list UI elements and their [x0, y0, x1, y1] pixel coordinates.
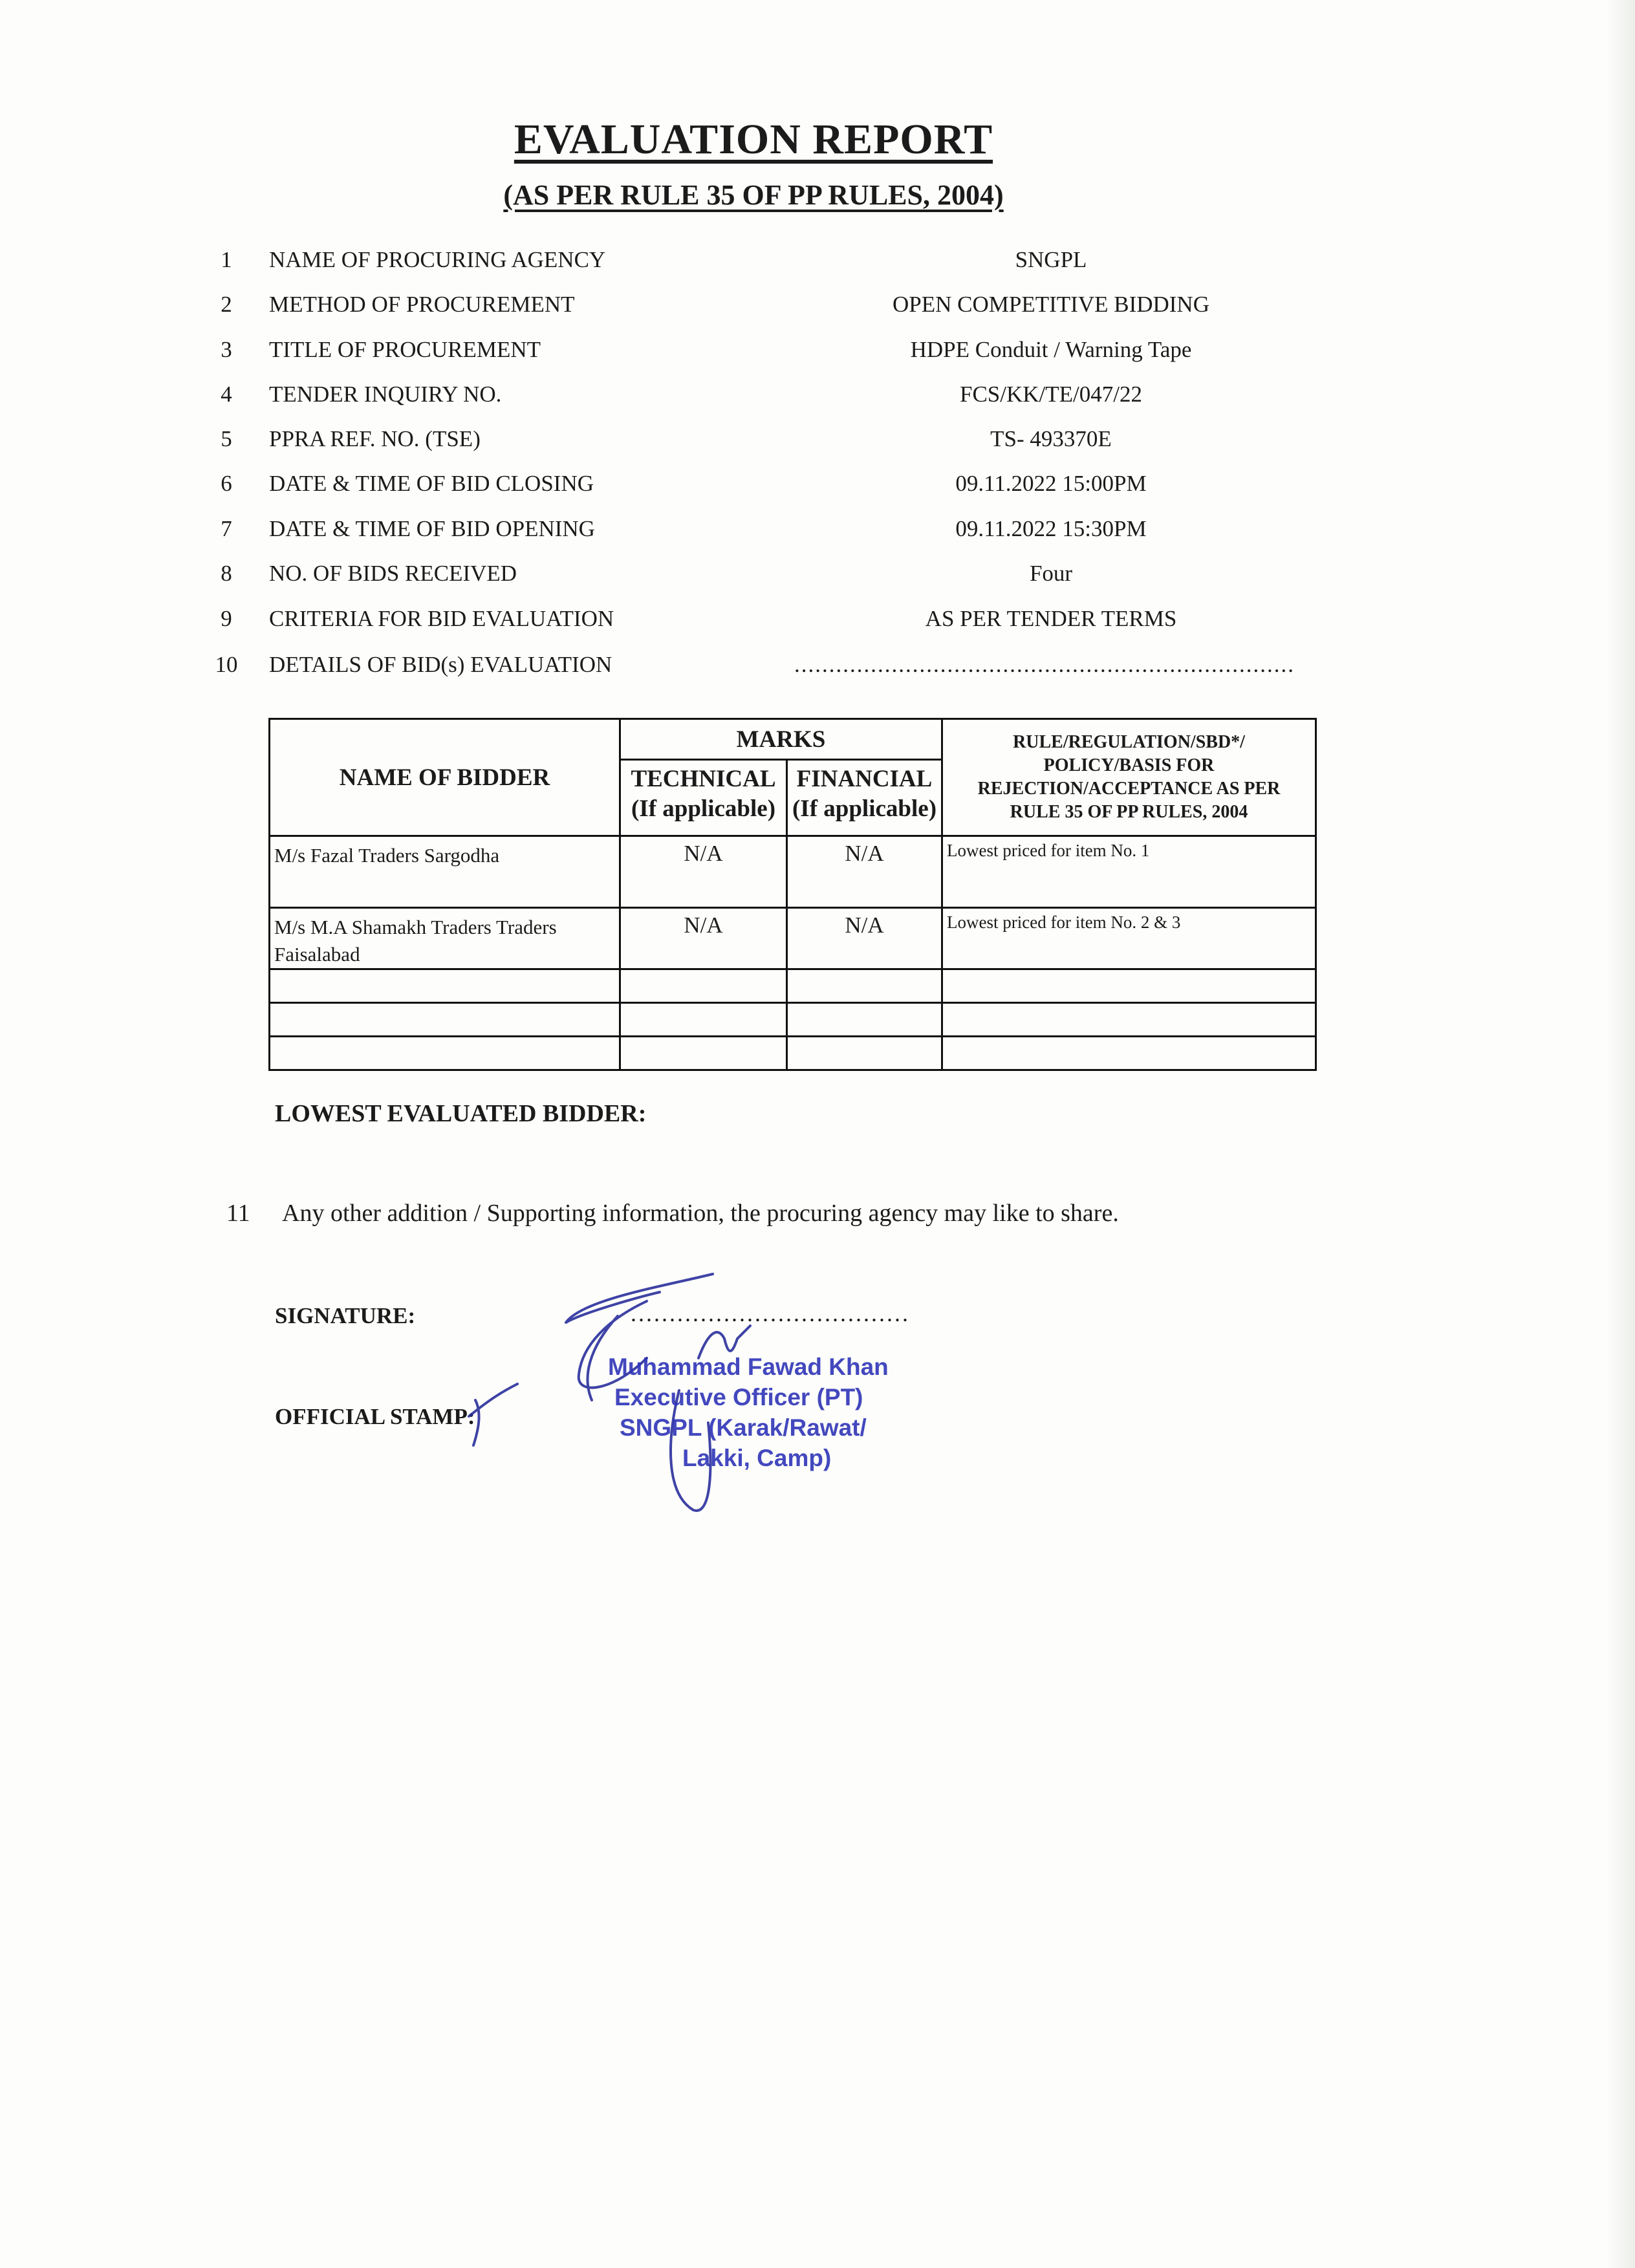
header-rule-basis	[942, 719, 1316, 836]
field-row-criteria	[0, 606, 1423, 645]
empty-cell	[620, 1037, 787, 1070]
field-value: AS PER TENDER TERMS	[925, 606, 1177, 631]
header-technical-label: TECHNICAL	[631, 766, 776, 792]
table-row	[270, 836, 1316, 908]
field-label: NAME OF PROCURING AGENCY	[269, 247, 606, 272]
field-row-ppra-ref	[0, 426, 1423, 465]
field-number: 3	[221, 337, 232, 362]
lowest-evaluated-bidder-label: LOWEST EVALUATED BIDDER:	[275, 1100, 647, 1127]
field-number: 11	[226, 1200, 250, 1227]
empty-cell	[620, 969, 787, 1003]
field-value: HDPE Conduit / Warning Tape	[910, 337, 1192, 362]
field-value: OPEN COMPETITIVE BIDDING	[893, 292, 1209, 317]
empty-cell	[270, 969, 620, 1003]
bidder-name-cell	[270, 836, 620, 908]
field-value: Four	[1029, 561, 1073, 586]
empty-cell	[787, 1003, 942, 1037]
bidder-name: M/s M.A Shamakh Traders Traders	[274, 916, 557, 938]
stamp-line: Executive Officer (PT)	[614, 1384, 863, 1410]
header-financial	[787, 760, 942, 836]
header-rule-line: RULE 35 OF PP RULES, 2004	[1010, 802, 1248, 822]
page-subtitle: (AS PER RULE 35 OF PP RULES, 2004)	[503, 179, 1004, 211]
field-label: NO. OF BIDS RECEIVED	[269, 561, 517, 586]
field-row-bids-received	[0, 561, 1423, 599]
field-label: DATE & TIME OF BID OPENING	[269, 516, 595, 541]
header-applicable-note: (If applicable)	[792, 795, 937, 822]
header-rule-line: REJECTION/ACCEPTANCE AS PER	[977, 779, 1281, 799]
field-value: SNGPL	[1015, 247, 1087, 272]
empty-cell	[942, 1003, 1316, 1037]
header-marks: MARKS	[620, 719, 942, 760]
bidder-name-cell	[270, 908, 620, 969]
official-stamp	[608, 1352, 944, 1473]
empty-cell	[270, 1037, 620, 1070]
field-label: DATE & TIME OF BID CLOSING	[269, 471, 594, 496]
field-number: 10	[215, 652, 238, 677]
signature-stroke	[566, 1274, 713, 1323]
field-label: PPRA REF. NO. (TSE)	[269, 426, 481, 451]
field-row-agency	[0, 247, 1423, 286]
field-row-title	[0, 337, 1423, 376]
field-number: 2	[221, 292, 232, 317]
table-row-empty	[270, 1037, 1316, 1070]
signature-label: SIGNATURE:	[275, 1303, 416, 1328]
basis-cell: Lowest priced for item No. 1	[942, 836, 1316, 908]
signature-stroke	[473, 1400, 479, 1445]
financial-marks-cell: N/A	[787, 836, 942, 908]
empty-cell	[270, 1003, 620, 1037]
empty-cell	[942, 969, 1316, 1003]
table-row-empty	[270, 969, 1316, 1003]
field-label: TENDER INQUIRY NO.	[269, 382, 502, 407]
header-bidder-name: NAME OF BIDDER	[270, 719, 620, 836]
supporting-info-text: Any other addition / Supporting information, the procuring agency may like to share.	[282, 1200, 1119, 1227]
field-label: DETAILS OF BID(s) EVALUATION	[269, 652, 612, 677]
field-number: 1	[221, 247, 232, 272]
empty-cell	[787, 1037, 942, 1070]
field-value: 09.11.2022 15:00PM	[955, 471, 1147, 496]
header-applicable-note: (If applicable)	[631, 795, 776, 822]
stamp-line: Lakki, Camp)	[682, 1445, 832, 1471]
bidder-city: Faisalabad	[274, 943, 360, 966]
field-label: CRITERIA FOR BID EVALUATION	[269, 606, 614, 631]
field-row-details	[0, 652, 1423, 691]
field-number: 7	[221, 516, 232, 541]
basis-cell: Lowest priced for item No. 2 & 3	[942, 908, 1316, 969]
field-number: 5	[221, 426, 232, 451]
empty-cell	[787, 969, 942, 1003]
field-label: TITLE OF PROCUREMENT	[269, 337, 541, 362]
field-number: 6	[221, 471, 232, 496]
header-financial-label: FINANCIAL	[796, 766, 933, 792]
field-row-bid-opening	[0, 516, 1423, 555]
field-dotted-line: ........................................................................	[794, 652, 1295, 677]
supporting-info-row	[226, 1199, 1119, 1227]
header-technical	[620, 760, 787, 836]
technical-marks-cell: N/A	[620, 908, 787, 969]
table-header-row	[270, 719, 1316, 760]
field-number: 9	[221, 606, 232, 631]
field-row-tender-no	[0, 382, 1423, 420]
stamp-line: SNGPL (Karak/Rawat/	[620, 1414, 867, 1441]
page-title: EVALUATION REPORT	[514, 116, 993, 163]
field-label: METHOD OF PROCUREMENT	[269, 292, 575, 317]
empty-cell	[620, 1003, 787, 1037]
field-number: 4	[221, 382, 232, 407]
signature-line: ....................................	[631, 1301, 910, 1326]
header-rule-line: POLICY/BASIS FOR	[1043, 755, 1215, 775]
field-row-bid-closing	[0, 471, 1423, 510]
field-value: FCS/KK/TE/047/22	[960, 382, 1142, 407]
scan-edge	[1607, 0, 1635, 2268]
stamp-line: Muhammad Fawad Khan	[608, 1354, 889, 1380]
empty-cell	[942, 1037, 1316, 1070]
field-value: 09.11.2022 15:30PM	[955, 516, 1147, 541]
financial-marks-cell: N/A	[787, 908, 942, 969]
official-stamp-label: OFFICIAL STAMP:	[275, 1404, 475, 1429]
technical-marks-cell: N/A	[620, 836, 787, 908]
field-value: TS- 493370E	[990, 426, 1112, 451]
table-row	[270, 908, 1316, 969]
bidder-name: M/s Fazal Traders Sargodha	[274, 844, 500, 867]
bid-evaluation-table	[268, 718, 1317, 1071]
table-row-empty	[270, 1003, 1316, 1037]
field-row-method	[0, 292, 1423, 330]
header-rule-line: RULE/REGULATION/SBD*/	[1013, 732, 1245, 752]
field-number: 8	[221, 561, 232, 586]
